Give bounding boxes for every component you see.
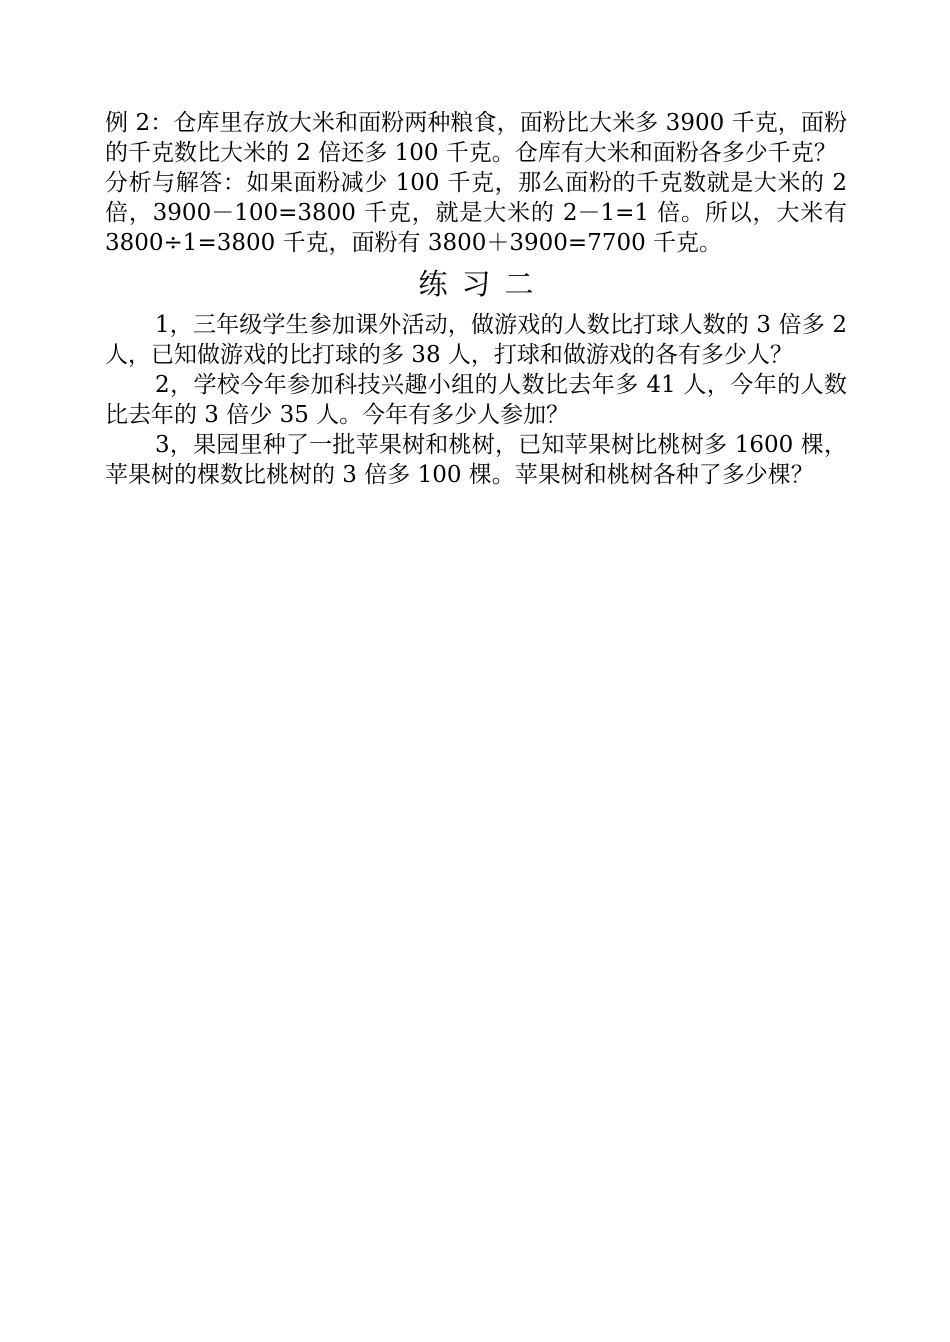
exercise-item-1: 1，三年级学生参加课外活动，做游戏的人数比打球人数的 3 倍多 2 人，已知做游戏的比打球的多 38 人，打球和做游戏的各有多少人？ bbox=[105, 312, 847, 368]
example-analysis: 分析与解答：如果面粉减少 100 千克，那么面粉的千克数就是大米的 2 倍，3900－100=3800 千克，就是大米的 2－1=1 倍。所以，大米有 3800÷1=3800 千克，面粉有 3800＋3900=7700 千克。 bbox=[105, 170, 847, 256]
exercise-item-2: 2，学校今年参加科技兴趣小组的人数比去年多 41 人，今年的人数比去年的 3 倍少 35 人。今年有多少人参加？ bbox=[105, 372, 847, 428]
exercise-section-title: 练习二 bbox=[418, 267, 548, 301]
example-problem: 例 2：仓库里存放大米和面粉两种粮食，面粉比大米多 3900 千克，面粉的千克数比大米的 2 倍还多 100 千克。仓库有大米和面粉各多少千克？ bbox=[105, 110, 847, 166]
exercise-item-3: 3，果园里种了一批苹果树和桃树，已知苹果树比桃树多 1600 棵，苹果树的棵数比桃树的 3 倍多 100 棵。苹果树和桃树各种了多少棵？ bbox=[105, 432, 847, 488]
document-page bbox=[105, 108, 847, 490]
